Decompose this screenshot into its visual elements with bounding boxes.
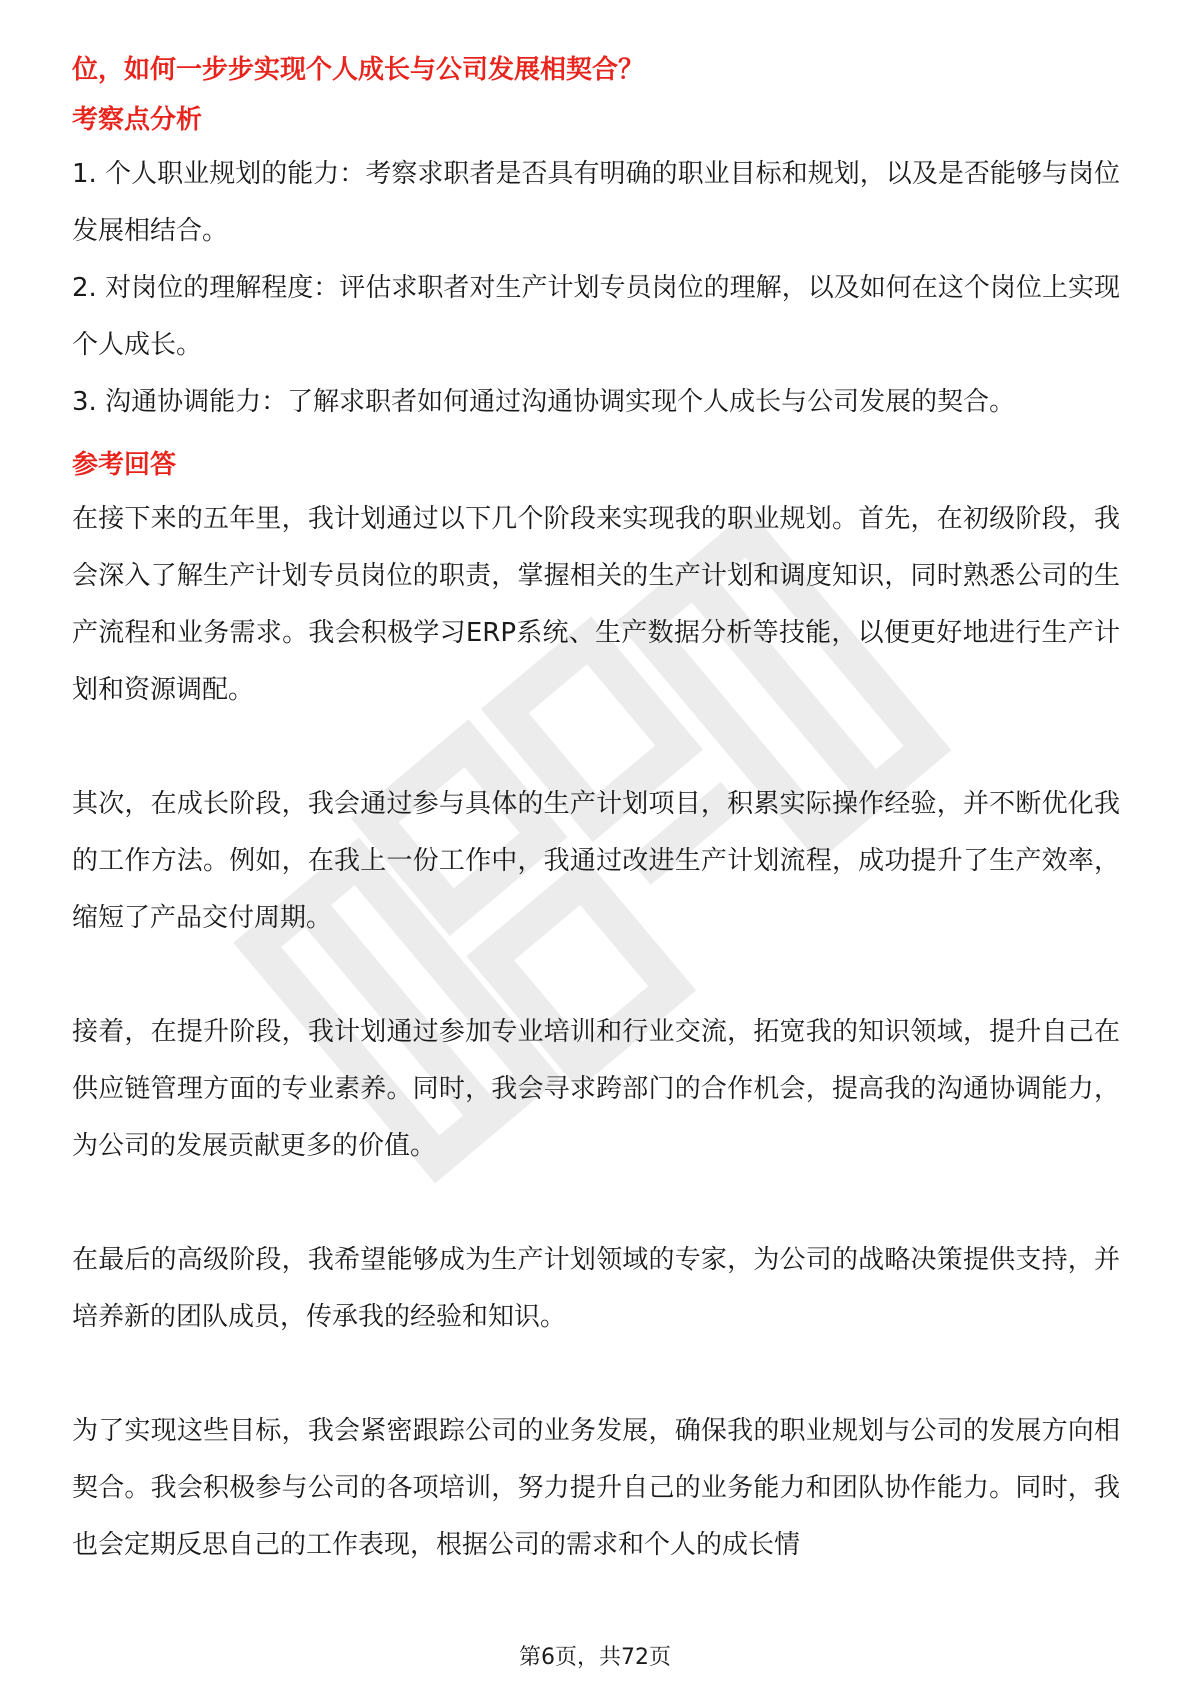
answer-paragraph-2: 其次，在成长阶段，我会通过参与具体的生产计划项目，积累实际操作经验，并不断优化我的工作方法。例如，在我上一份工作中，我通过改进生产计划流程，成功提升了生产效率，缩短了产品交付周期。 [72, 789, 1120, 933]
paragraph-gap [72, 947, 1120, 1004]
document-page [72, 48, 1120, 1574]
analysis-heading: 考察点分析 [72, 105, 203, 135]
question-text: 位，如何一步步实现个人成长与公司发展相契合？ [72, 55, 645, 85]
answer-paragraph-4: 在最后的高级阶段，我希望能够成为生产计划领域的专家，为公司的战略决策提供支持，并培养新的团队成员，传承我的经验和知识。 [72, 1245, 1120, 1332]
answer-heading: 参考回答 [72, 450, 177, 480]
paragraph-gap [72, 1175, 1120, 1232]
analysis-item-3: 3. 沟通协调能力：了解求职者如何通过沟通协调实现个人成长与公司发展的契合。 [72, 387, 1016, 417]
answer-paragraph-3: 接着，在提升阶段，我计划通过参加专业培训和行业交流，拓宽我的知识领域，提升自己在供应链管理方面的专业素养。同时，我会寻求跨部门的合作机会，提高我的沟通协调能力，为公司的发展贡献更多的价值。 [72, 1017, 1120, 1161]
paragraph-gap [72, 719, 1120, 776]
paragraph-gap [72, 1346, 1120, 1403]
analysis-item-1: 1. 个人职业规划的能力：考察求职者是否具有明确的职业目标和规划，以及是否能够与岗位发展相结合。 [72, 159, 1120, 246]
page-footer: 第6页，共72页 [519, 1645, 671, 1670]
spacer [72, 431, 1120, 443]
answer-paragraph-5: 为了实现这些目标，我会紧密跟踪公司的业务发展，确保我的职业规划与公司的发展方向相契合。我会积极参与公司的各项培训，努力提升自己的业务能力和团队协作能力。同时，我也会定期反思自己的工作表现，根据公司的需求和个人的成长情 [72, 1416, 1120, 1560]
analysis-item-2: 2. 对岗位的理解程度：评估求职者对生产计划专员岗位的理解，以及如何在这个岗位上实现个人成长。 [72, 273, 1120, 360]
answer-paragraph-1: 在接下来的五年里，我计划通过以下几个阶段来实现我的职业规划。首先，在初级阶段，我会深入了解生产计划专员岗位的职责，掌握相关的生产计划和调度知识，同时熟悉公司的生产流程和业务需求。我会积极学习ERP系统、生产数据分析等技能，以便更好地进行生产计划和资源调配。 [72, 504, 1120, 705]
